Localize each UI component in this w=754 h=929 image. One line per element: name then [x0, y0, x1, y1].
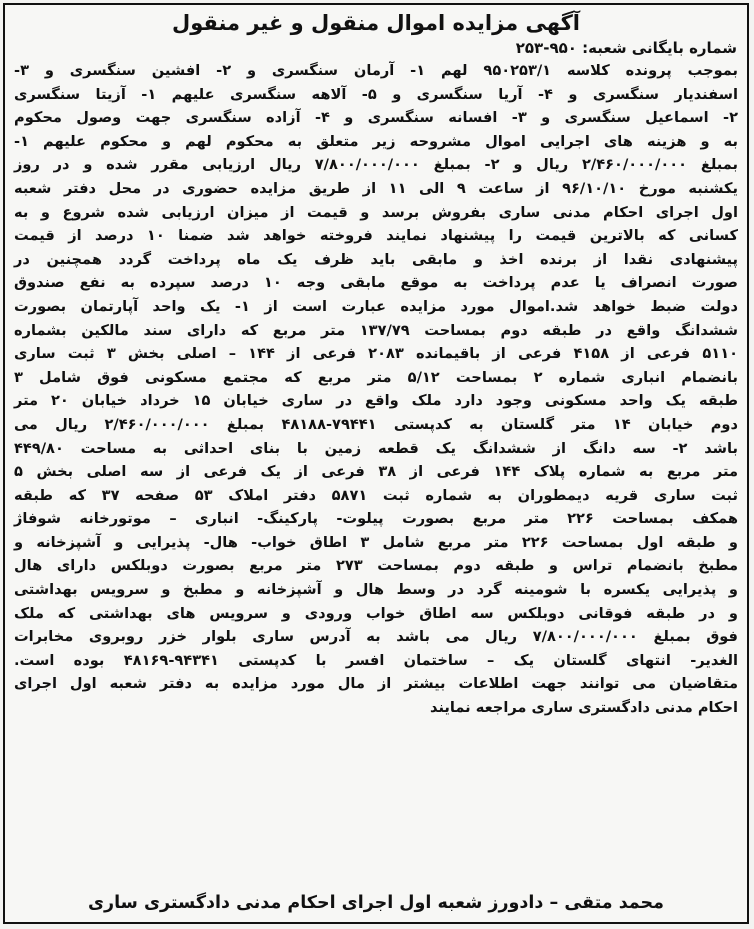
body-line: طبقه یک واحد مسکونی وجود دارد ملک واقع در ساری خیابان ۱۵ خرداد خیابان ۲۰ متر	[14, 392, 739, 410]
body-line: اسفندیار سنگسری و ۴- آریا سنگسری و ۵- آلاهه سنگسری علیهم ۱- آزیتا سنگسری	[14, 85, 738, 103]
body-line: متقاضیان می توانند جهت اطلاعات بیشتر از مال مورد مزایده به دفتر شعبه اول اجرای	[14, 675, 738, 693]
body-line: ۵۱۱۰ فرعی از ۴۱۵۸ فرعی از باقیمانده ۲۰۸۳ فرعی از ۱۴۴ – اصلی بخش ۳ ثبت ساری	[14, 345, 739, 363]
body-line: ثبت ساری قریه دیمطوران به شماره ثبت ۵۸۷۱ دفتر املاک ۵۳ صفحه ۳۷ که طبقه	[14, 486, 738, 504]
signature-line: محمد متقی – دادورز شعبه اول اجرای احکام مدنی دادگستری ساری	[88, 893, 664, 913]
body-line: همکف بمساحت ۲۲۶ متر مربع بصورت پیلوت- پارکینگ- انباری – موتورخانه شوفاژ	[14, 510, 738, 528]
body-line: به و هزینه های اجرایی اموال مشروحه زیر متعلق به محکوم لهم و محکوم علیهم ۱-	[14, 132, 738, 150]
body-line: باشد ۲- سه دانگ از ششدانگ یک قطعه زمین با بنای احداثی به مساحت ۴۴۹/۸۰	[14, 439, 738, 457]
body-line: و پذیرایی یکسره با شومینه گرد در وسط هال و آشپزخانه و مطبخ و سرویس بهداشتی	[14, 581, 738, 599]
body-line: ششدانگ واقع در طبقه دوم بمساحت ۱۳۷/۷۹ متر مربع که دارای سند مالکین بشماره	[14, 321, 738, 339]
notice-title: آگهی مزایده اموال منقول و غیر منقول	[171, 11, 581, 35]
body-line: و طبقه اول بمساحت ۲۲۶ متر مربع شامل ۳ اطاق خواب- هال- پذیرایی و آشپزخانه و	[14, 533, 738, 551]
body-line: احکام مدنی دادگستری ساری مراجعه نمایند	[430, 699, 738, 717]
body-line: بموجب پرونده کلاسه ۹۵۰۲۵۳/۱ لهم ۱- آرمان سنگسری و ۲- افشین سنگسری و ۳-	[14, 62, 738, 79]
body-line: الغدیر- انتهای گلستان یک – ساختمان افسر با کدپستی ۹۴۳۴۱-۴۸۱۶۹ بوده است.	[14, 651, 738, 669]
body-line: کسانی که بالاترین قیمت را پیشنهاد نمایند فروخته خواهد شد ضمنا ۱۰ درصد از قیمت	[14, 227, 738, 245]
body-line: فوق بمبلغ ۷/۸۰۰/۰۰۰/۰۰۰ ریال می باشد به آدرس ساری بلوار خزر روبروی مخابرات	[14, 628, 738, 646]
body-line: اول اجرای احکام مدنی ساری بفروش برسد و قیمت از میزان ارزیابی شده شروع و به	[14, 203, 738, 221]
file-number: شماره بایگانی شعبه: ۹۵۰-۲۵۳	[515, 39, 737, 57]
body-line: متر مربع به شماره پلاک ۱۴۴ فرعی از ۳۸ فرعی از یک فرعی از سه اصلی بخش ۵	[14, 463, 738, 481]
body-line: مطبخ بانضمام تراس و طبقه دوم بمساحت ۲۷۳ متر مربع بصورت دوبلکس دارای هال	[14, 557, 738, 575]
body-line: ۲- اسماعیل سنگسری و ۳- افسانه سنگسری و ۴- آزاده سنگسری جهت وصول محکوم	[14, 109, 738, 127]
body-line: صورت انصراف یا عدم پرداخت به موقع مابقی وجه ۱۰ درصد سپرده به نفع صندوق	[14, 274, 738, 292]
body-line: پیشنهادی نقدا از برنده اخذ و مابقی باید ظرف یک ماه پرداخت گردد همچنین در	[14, 250, 738, 268]
body-line: یکشنبه مورخ ۹۶/۱۰/۱۰ از ساعت ۹ الی ۱۱ از طریق مزایده حضوری در محل دفتر شعبه	[14, 179, 738, 197]
body-line: دوم خیابان ۱۴ متر گلستان به کدپستی ۷۹۴۴۱-۴۸۱۸۸ بمبلغ ۲/۴۶۰/۰۰۰/۰۰۰ ریال می	[14, 415, 738, 433]
body-line: بمبلغ ۲/۴۶۰/۰۰۰/۰۰۰ ریال و ۲- بمبلغ ۷/۸۰۰/۰۰۰/۰۰۰ ریال ارزیابی مقرر شده و در روز	[14, 156, 739, 174]
auction-notice	[3, 3, 749, 924]
notice-body	[5, 59, 747, 720]
body-line: و در طبقه فوقانی دوبلکس سه اطاق خواب ورودی و سرویس های بهداشتی که ملک	[14, 604, 738, 622]
body-line: دولت ضبط خواهد شد.اموال مورد مزایده عبارت است از ۱- یک واحد آپارتمان بصورت	[14, 297, 738, 315]
body-line: بانضمام انباری شماره ۲ بمساحت ۵/۱۲ متر مربع که مجتمع مسکونی فوق شامل ۳	[14, 368, 738, 386]
